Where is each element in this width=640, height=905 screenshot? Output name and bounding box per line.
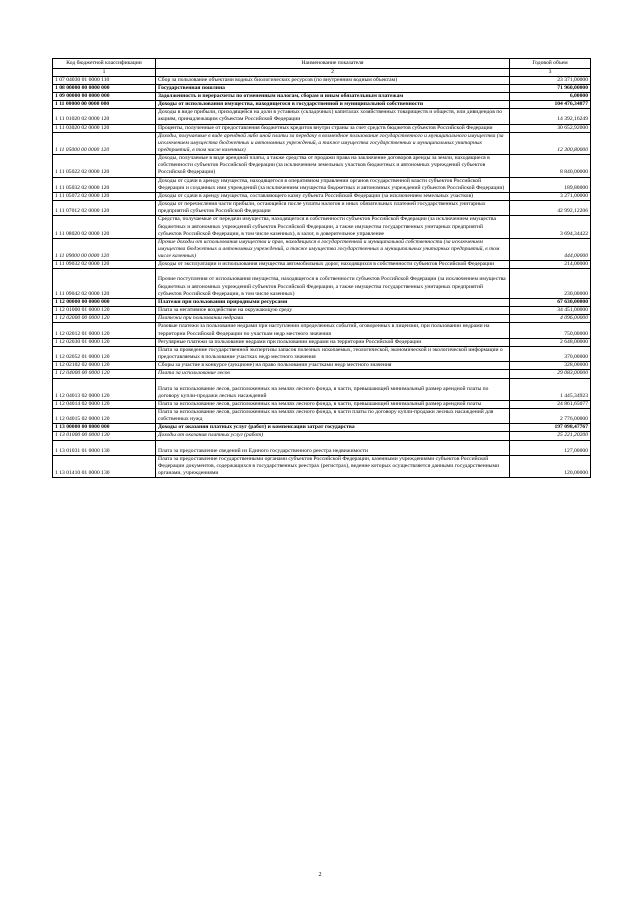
row-code: 1 07 04030 01 0000 110	[53, 76, 156, 84]
row-value: 8 840,00000	[510, 155, 591, 177]
table-row	[53, 177, 591, 192]
row-code: 1 12 04000 00 0000 120	[53, 370, 156, 378]
row-code: 1 12 02000 00 0000 120	[53, 315, 156, 323]
table-row	[53, 155, 591, 177]
row-code: 1 11 09032 02 0000 120	[53, 261, 156, 269]
row-name: Плата за проведение государственной экспертизы запасов полезных ископаемых, геологической, экономической и экологической информации о предоставляемых в пользование участках недр местного значения	[156, 346, 510, 361]
row-value: 230,00000	[510, 269, 591, 298]
row-value: 30 652,92000	[510, 124, 591, 132]
row-name: Платежи при пользовании природными ресурсами	[156, 298, 510, 306]
table-row	[53, 338, 591, 346]
table-row	[53, 440, 591, 455]
row-code: 1 11 05072 02 0000 120	[53, 192, 156, 200]
row-name: Государственная пошлина	[156, 84, 510, 92]
row-value: 197 098,47767	[510, 424, 591, 432]
row-name: Плата за предоставление сведений из Единого государственного реестра недвижимости	[156, 440, 510, 455]
column-number: 1	[53, 69, 156, 76]
row-name: Доходы в виде прибыли, приходящейся на доли в уставных (складочных) капиталах хозяйственных товариществ и обществ, или дивидендов по акциям, принадлежащим субъектам Российской Федерации	[156, 109, 510, 124]
row-code: 1 13 01031 01 0000 130	[53, 440, 156, 455]
row-code: 1 12 04014 02 0000 120	[53, 400, 156, 408]
table-row	[53, 298, 591, 306]
row-code: 1 08 00000 00 0000 000	[53, 84, 156, 92]
row-value: 24 861,65077	[510, 400, 591, 408]
table-row	[53, 238, 591, 260]
table-row	[53, 192, 591, 200]
row-code: 1 09 00000 00 0000 000	[53, 92, 156, 100]
row-name: Доходы, получаемые в виде арендной либо иной платы за передачу в возмездное пользование государственного и муниципального имущества (за исключением имущества бюджетных и автономных учреждений, а также имущества государственных и муниципальных унитарных предприятий, в том числе казенных)	[156, 132, 510, 154]
row-code: 1 11 09042 02 0000 120	[53, 269, 156, 298]
row-code: 1 11 09000 00 0000 120	[53, 238, 156, 260]
row-code: 1 12 04015 02 0000 120	[53, 408, 156, 423]
row-code: 1 12 02030 01 0000 120	[53, 338, 156, 346]
table-row	[53, 84, 591, 92]
row-value: 6,00000	[510, 92, 591, 100]
table-row	[53, 315, 591, 323]
table-row	[53, 400, 591, 408]
table-row	[53, 92, 591, 100]
row-name: Платежи при пользовании недрами	[156, 315, 510, 323]
table-row	[53, 362, 591, 370]
row-value: 67 630,00000	[510, 298, 591, 306]
row-value: 104 476,34877	[510, 101, 591, 109]
row-value: 3 694,34422	[510, 216, 591, 238]
header-code: Код бюджетной классификации	[53, 59, 156, 69]
row-value: 12 300,80000	[510, 132, 591, 154]
row-name: Проценты, полученные от предоставления бюджетных кредитов внутри страны за счет средств бюджетов субъектов Российской Федерации	[156, 124, 510, 132]
row-name: Плата за использование лесов, расположенных на землях лесного фонда, в части, превышающей минимальный размер арендной платы	[156, 400, 510, 408]
table-row	[53, 307, 591, 315]
row-value: 120,00000	[510, 455, 591, 477]
row-code: 1 11 01020 02 0000 120	[53, 109, 156, 124]
row-value: 23 371,00000	[510, 76, 591, 84]
table-row	[53, 261, 591, 269]
row-value: 4 096,00000	[510, 315, 591, 323]
table-row	[53, 408, 591, 423]
row-name: Сборы за участие в конкурсе (аукционе) на право пользования участками недр местного значения	[156, 362, 510, 370]
row-name: Доходы от оказания платных услуг (работ)	[156, 432, 510, 440]
row-code: 1 12 02052 01 0000 120	[53, 346, 156, 361]
table-row	[53, 323, 591, 338]
row-value: 71 960,00000	[510, 84, 591, 92]
budget-revenue-table	[52, 58, 591, 478]
table-row	[53, 346, 591, 361]
row-code: 1 11 00000 00 0000 000	[53, 101, 156, 109]
row-name: Доходы от перечисления части прибыли, остающейся после уплаты налогов и иных обязательных платежей государственных унитарных предприятий субъектов Российской Федерации	[156, 201, 510, 216]
row-value: 14 392,16249	[510, 109, 591, 124]
table-row	[53, 216, 591, 238]
row-name: Средства, получаемые от передачи имущества, находящегося в собственности субъектов Российской Федерации (за исключением имущества бюджетных и автономных учреждений субъектов Российской Федерации, а также имущества государственных унитарных предприятий субъектов Российской Федерации, в том числе казенных), в залог, в доверительное управление	[156, 216, 510, 238]
table-row	[53, 132, 591, 154]
row-name: Доходы от сдачи в аренду имущества, находящегося в оперативном управлении органов государственной власти субъектов Российской Федерации и созданных ими учреждений (за исключением имущества бюджетных и автономных учреждений субъектов Российской Федерации)	[156, 177, 510, 192]
row-value: 34 451,00000	[510, 307, 591, 315]
row-name: Прочие доходы от использования имущества и прав, находящихся в государственной и муниципальной собственности (за исключением имущества бюджетных и автономных учреждений, а также имущества государственных и муниципальных унитарных предприятий, в том числе казенных)	[156, 238, 510, 260]
row-name: Доходы от сдачи в аренду имущества, составляющего казну субъекта Российской Федерации (за исключением земельных участков)	[156, 192, 510, 200]
row-value: 370,00000	[510, 346, 591, 361]
row-value: 1 445,34923	[510, 378, 591, 400]
column-number: 3	[510, 69, 591, 76]
row-name: Доходы, получаемые в виде арендной платы, а также средства от продажи права на заключение договоров аренды за земли, находящиеся в собственности субъектов Российской Федерации (за исключением земельных участков бюджетных и автономных учреждений субъектов Российской Федерации)	[156, 155, 510, 177]
row-value: 127,00000	[510, 440, 591, 455]
row-value: 328,00000	[510, 362, 591, 370]
row-name: Задолженность и перерасчеты по отмененным налогам, сборам и иным обязательным платежам	[156, 92, 510, 100]
row-name: Разовые платежи за пользование недрами при наступлении определенных событий, оговоренных в лицензии, при пользовании недрами на территории Российской Федерации по участкам недр местного значения	[156, 323, 510, 338]
row-code: 1 12 02102 02 0000 120	[53, 362, 156, 370]
row-name: Доходы от использования имущества, находящегося в государственной и муниципальной собственности	[156, 101, 510, 109]
column-number-row	[53, 69, 591, 76]
row-code: 1 13 01410 01 0000 130	[53, 455, 156, 477]
row-value: 29 083,00000	[510, 370, 591, 378]
row-code: 1 11 05022 02 0000 120	[53, 155, 156, 177]
table-row	[53, 76, 591, 84]
row-code: 1 13 01000 00 0000 130	[53, 432, 156, 440]
table-row	[53, 109, 591, 124]
table-row	[53, 201, 591, 216]
row-value: 214,00000	[510, 261, 591, 269]
row-value: 3 271,00000	[510, 192, 591, 200]
table-row	[53, 101, 591, 109]
row-name: Регулярные платежи за пользование недрами при пользовании недрами на территории Российской Федерации	[156, 338, 510, 346]
row-value: 42 992,12206	[510, 201, 591, 216]
header-name: Наименование показателя	[156, 59, 510, 69]
row-value: 2 776,00000	[510, 408, 591, 423]
row-code: 1 13 00000 00 0000 000	[53, 424, 156, 432]
row-name: Плата за использование лесов, расположенных на землях лесного фонда, в части, превышающей минимальный размер арендной платы по договору купли-продажи лесных насаждений	[156, 378, 510, 400]
table-row	[53, 424, 591, 432]
page-number: 2	[318, 872, 322, 878]
row-code: 1 11 05032 02 0000 120	[53, 177, 156, 192]
row-code: 1 11 05000 00 0000 120	[53, 132, 156, 154]
row-value: 189,80000	[510, 177, 591, 192]
header-value: Годовой объем	[510, 59, 591, 69]
table-row	[53, 269, 591, 298]
row-code: 1 11 03020 02 0000 120	[53, 124, 156, 132]
column-number: 2	[156, 69, 510, 76]
table-row	[53, 432, 591, 440]
row-name: Доходы от оказания платных услуг (работ) и компенсации затрат государства	[156, 424, 510, 432]
row-name: Доходы от эксплуатации и использования имущества автомобильных дорог, находящихся в собственности субъектов Российской Федерации	[156, 261, 510, 269]
row-code: 1 11 07012 02 0000 120	[53, 201, 156, 216]
row-name: Плата за использование лесов, расположенных на землях лесного фонда, в части платы по договору купли-продажи лесных насаждений для собственных нужд	[156, 408, 510, 423]
table-row	[53, 370, 591, 378]
table-header-row	[53, 59, 591, 69]
row-code: 1 11 08020 02 0000 120	[53, 216, 156, 238]
row-value: 25 221,20200	[510, 432, 591, 440]
row-value: 750,00000	[510, 323, 591, 338]
table-row	[53, 378, 591, 400]
row-code: 1 12 02012 01 0000 120	[53, 323, 156, 338]
budget-table-sheet	[52, 58, 590, 478]
table-row	[53, 124, 591, 132]
row-code: 1 12 01000 01 0000 120	[53, 307, 156, 315]
row-value: 2 648,00000	[510, 338, 591, 346]
row-name: Плата за использование лесов	[156, 370, 510, 378]
row-name: Прочие поступления от использования имущества, находящегося в собственности субъектов Российской Федерации (за исключением имущества бюджетных и автономных учреждений субъектов Российской Федерации, а также имущества государственных унитарных предприятий субъектов Российской Федерации, в том числе казенных)	[156, 269, 510, 298]
row-name: Сбор за пользование объектами водных биологических ресурсов (по внутренним водным объектам)	[156, 76, 510, 84]
row-name: Плата за предоставление государственными органами субъектов Российской Федерации, казенными учреждениями субъектов Российской Федерации документов, содержащихся в государственных реестрах (регистрах), ведение которых осуществляется данными государственными органами, учреждениями	[156, 455, 510, 477]
row-value: 444,00000	[510, 238, 591, 260]
row-code: 1 12 00000 00 0000 000	[53, 298, 156, 306]
row-name: Плата за негативное воздействие на окружающую среду	[156, 307, 510, 315]
table-row	[53, 455, 591, 477]
row-code: 1 12 04013 02 0000 120	[53, 378, 156, 400]
